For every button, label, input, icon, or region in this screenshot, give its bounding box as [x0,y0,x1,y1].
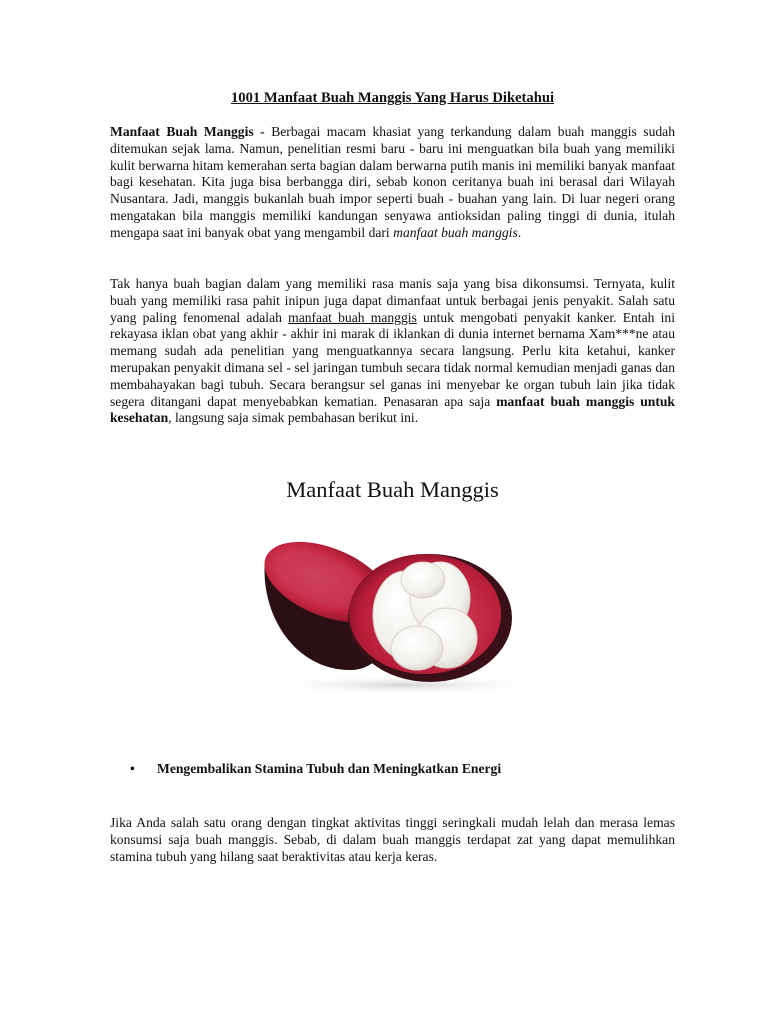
intro-text: Berbagai macam khasiat yang terkandung dalam buah manggis sudah ditemukan sejak lama. Namun, penelitian resmi baru - baru ini menguatkan bila buah yang memiliki kulit berwarna hitam kemerahan serta bagian dalam berwarna putih manis ini memiliki banyak manfaat bagi kesehatan. Kita juga bisa berbangga diri, sebab konon ceritanya buah ini berasal dari Wilayah Nusantara. Jadi, manggis bukanlah buah impor seperti buah - buahan yang lain. Di luar negeri orang mengatakan bila manggis memiliki kandungan senyawa antioksidan paling tinggi di dunia, itulah mengapa saat ini banyak obat yang mengambil dari [110,124,676,240]
intro-lead: Manfaat Buah Manggis - [110,124,265,139]
intro-end: . [517,224,522,240]
bullet-text: Mengembalikan Stamina Tubuh dan Meningkatkan Energi [157,761,502,776]
second-paragraph [110,276,675,427]
intro-paragraph [110,124,675,242]
section-heading: Manfaat Buah Manggis [286,477,499,502]
third-paragraph: Jika Anda salah satu orang dengan tingkat aktivitas tinggi seringkali mudah lelah dan merasa lemas konsumsi saja buah manggis. Sebab, di dalam buah manggis terdapat zat yang dapat memulihkan stamina tubuh yang hilang saat beraktivitas atau kerja keras. [110,815,675,864]
right-half-fruit [348,554,512,682]
manfaat-link[interactable]: manfaat buah manggis [288,309,417,325]
mangosteen-image [255,520,555,700]
bullet-symbol: • [130,761,135,776]
mangosteen-illustration [255,520,555,700]
intro-italic: manfaat buah manggis [393,224,518,240]
para2-text-3: , langsung saja simak pembahasan berikut ini. [168,410,419,426]
para2-text-2: untuk mengobati penyakit kanker. Entah ini rekayasa iklan obat yang akhir - akhir ini marak di iklankan di dunia internet bernama Xam***ne atau memang sudah ada penelitian yang menguatkannya secara langsung. Perlu kita ketahui, kanker merupakan penyakit dimana sel - sel jaringan tumbuh secara tidak normal kemudian menjadi ganas dan membahayakan bagi tubuh. Secara berangsur sel ganas ini menyebar ke organ tubuh lain jika tidak segera ditangani dapat menyebabkan kematian. Penasaran apa saja [110,309,675,409]
document-title: 1001 Manfaat Buah Manggis Yang Harus Diketahui [231,90,554,106]
para2-text-1: Tak hanya buah bagian dalam yang memiliki rasa manis saja yang bisa dikonsumsi. Ternyata, kulit buah yang memiliki rasa pahit inipun juga dapat dimanfaat untuk berbagai jenis penyakit. Salah satu yang paling fenomenal adalah [110,276,675,325]
para2-bold: manfaat buah manggis untuk kesehatan [110,393,675,426]
